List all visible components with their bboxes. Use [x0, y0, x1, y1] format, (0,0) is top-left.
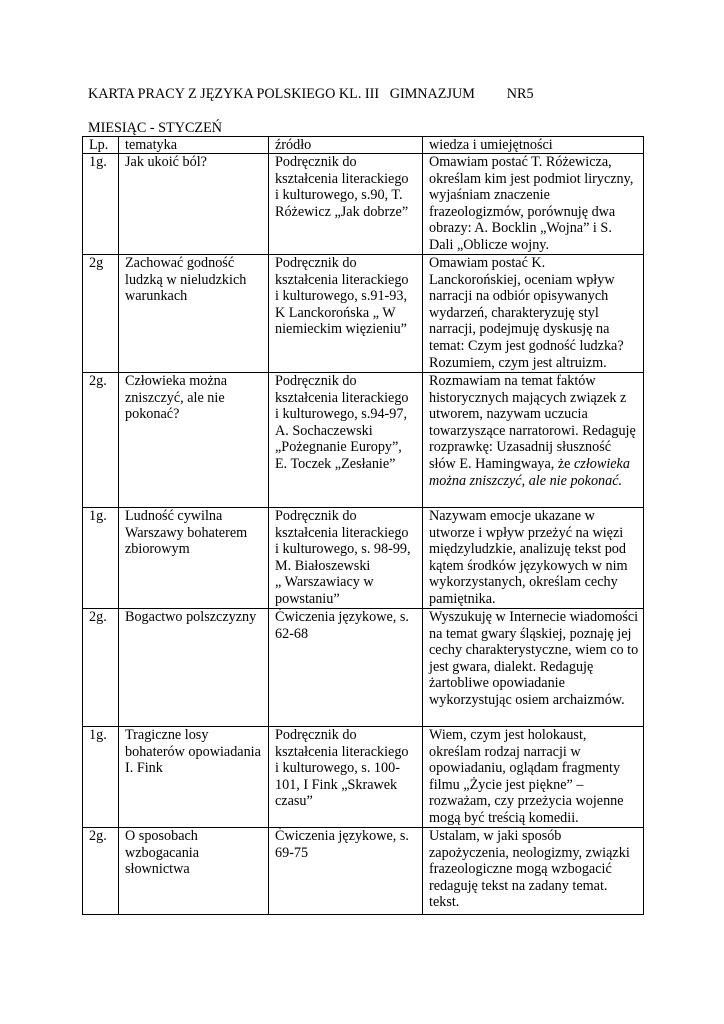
cell-lp: 2g.: [83, 828, 119, 915]
cell-lp: 1g.: [83, 154, 119, 255]
wiedza-text: Wiem, czym jest holokaust, określam rodzaj narracji w opowiadaniu, oglądam fragmenty filmu „Życie jest piękne” – rozważam, czy przeżycia wojenne mogą być treścią komedii.: [429, 727, 624, 826]
cell-wiedza: [423, 828, 644, 915]
cell-lp: 2g: [83, 255, 119, 373]
cell-wiedza: [423, 255, 644, 373]
cell-zrodlo: Ćwiczenia językowe, s. 69-75: [269, 828, 423, 915]
cell-tematyka: Człowieka można zniszczyć, ale nie pokonać?: [119, 373, 269, 508]
column-header-tematyka: tematyka: [119, 137, 269, 154]
lesson-plan-table: [82, 136, 644, 915]
cell-zrodlo: Podręcznik do kształcenia literackiego i kulturowego, s.90, T. Różewicz „Jak dobrze”: [269, 154, 423, 255]
table-body: [83, 154, 644, 915]
cell-lp: 2g.: [83, 373, 119, 508]
cell-zrodlo: Podręcznik do kształcenia literackiego i kulturowego, s.94-97, A. Sochaczewski „Pożegnanie Europy”, E. Toczek „Zesłanie”: [269, 373, 423, 508]
column-header-wiedza: wiedza i umiejętności: [423, 137, 644, 154]
wiedza-text: Omawiam postać T. Różewicza, określam kim jest podmiot liryczny, wyjaśniam znaczenie frazeologizmów, porównuję dwa obrazy: A. Bocklin „Wojna” i S. Dali „Oblicze wojny.: [429, 154, 634, 253]
table-row: [83, 154, 644, 255]
cell-tematyka: Jak ukoić ból?: [119, 154, 269, 255]
header-row: [83, 137, 644, 154]
cell-wiedza: [423, 609, 644, 727]
cell-zrodlo: Ćwiczenia językowe, s. 62-68: [269, 609, 423, 727]
table-header: [83, 137, 644, 154]
cell-wiedza: [423, 373, 644, 508]
cell-zrodlo: Podręcznik do kształcenia literackiego i kulturowego, s. 100- 101, I Fink „Skrawek czasu”: [269, 727, 423, 828]
wiedza-text: Nazywam emocje ukazane w utworze i wpływ przeżyć na więzi międzyludzkie, analizuję tekst pod kątem środków językowych w nim wykorzystanych, określam cechy pamiętnika.: [429, 508, 628, 607]
cell-zrodlo: Podręcznik do kształcenia literackiego i kulturowego, s.91-93, K Lanckorońska „ W niemieckim więzieniu”: [269, 255, 423, 373]
cell-wiedza: [423, 154, 644, 255]
column-header-lp: Lp.: [83, 137, 119, 154]
cell-wiedza: [423, 727, 644, 828]
wiedza-text: Ustalam, w jaki sposób zapożyczenia, neologizmy, związki frazeologiczne mogą wzbogacić redaguję tekst na zadany temat. tekst.: [429, 828, 630, 911]
cell-wiedza: [423, 508, 644, 609]
cell-tematyka: Bogactwo polszczyzny: [119, 609, 269, 727]
wiedza-text: Rozmawiam na temat faktów historycznych mających związek z utworem, nazywam uczucia towarzyszące narratorowi. Redaguję rozprawkę: Uzasadnij słuszność słów E. Hamingwaya, że: [429, 373, 636, 472]
cell-tematyka: Ludność cywilna Warszawy bohaterem zbiorowym: [119, 508, 269, 609]
wiedza-text: Omawiam postać K. Lanckorońskiej, oceniam wpływ narracji na odbiór opisywanych wydarzeń, charakteryzuję styl narracji, podejmuję dyskusję na temat: Czym jest godność ludzka? Rozumiem, czym jest altruizm.: [429, 255, 624, 371]
table-row: [83, 255, 644, 373]
wiedza-text: Wyszukuję w Internecie wiadomości na temat gwary śląskiej, poznaję jej cechy charakterystyczne, wiem co to jest gwara, dialekt. Redaguję żartobliwe opowiadanie wykorzystując osiem archaizmów.: [429, 609, 639, 708]
month-label: MIESIĄC - STYCZEŃ: [88, 120, 222, 136]
cell-lp: 2g.: [83, 609, 119, 727]
table-row: [83, 373, 644, 508]
cell-lp: 1g.: [83, 508, 119, 609]
table-row: [83, 609, 644, 727]
column-header-zrodlo: źródło: [269, 137, 423, 154]
cell-lp: 1g.: [83, 727, 119, 828]
table-row: [83, 508, 644, 609]
cell-tematyka: Zachować godność ludzką w nieludzkich warunkach: [119, 255, 269, 373]
worksheet-title: KARTA PRACY Z JĘZYKA POLSKIEGO KL. III GIMNAZJUM NR5: [88, 86, 534, 102]
cell-tematyka: O sposobach wzbogacania słownictwa: [119, 828, 269, 915]
cell-zrodlo: Podręcznik do kształcenia literackiego i kulturowego, s. 98-99, M. Białoszewski „ Warszawiacy w powstaniu”: [269, 508, 423, 609]
table-row: [83, 828, 644, 915]
table-row: [83, 727, 644, 828]
cell-tematyka: Tragiczne losy bohaterów opowiadania I. Fink: [119, 727, 269, 828]
wiedza-italic-text: człowieka można zniszczyć, ale nie pokonać.: [429, 455, 630, 489]
